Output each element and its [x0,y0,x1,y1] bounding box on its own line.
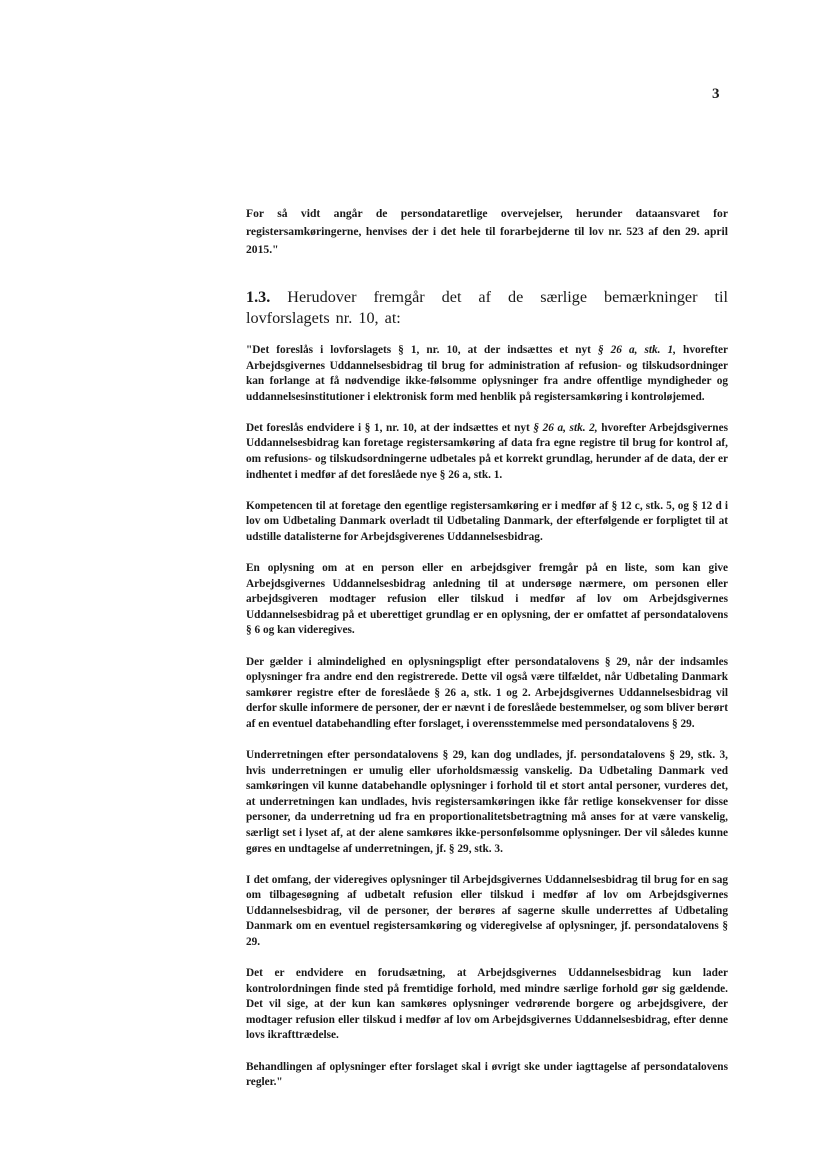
paragraph-1-text-b: hvorefter Arbejdsgivernes Uddannelsesbidrag til brug for administration af refusion- og tilskudsordninger kan forlange at få nødvendige ikke-følsomme oplysninger fra andre offentlige myndigheder og uddannelsesinstitutioner i elektronisk form med henblik på registersamkøring i kontroløjemed. [246,344,729,403]
paragraph-7: I det omfang, der videregives oplysninger til Arbejdsgivernes Uddannelsesbidrag til brug for en sag om tilbagesøgning af udbetalt refusion eller tilskud i medfør af lov om Arbejdsgivernes Uddannelsesbidrag, vil de personer, der berøres af sagerne skulle underrettes af Udbetaling Danmark om en eventuel registersamkøring og videregivelse af oplysninger, jf. persondatalovens § 29. [246,873,728,948]
paragraph-8: Det er endvidere en forudsætning, at Arbejdsgivernes Uddannelsesbidrag kun lader kontrolordningen finde sted på fremtidige forhold, med mindre særlige forhold gør sig gældende. Det vil sige, at der kun kan samkøres oplysninger vedrørende borgere og arbejdsgivere, der modtager refusion eller tilskud i medfør af lov om Arbejdsgivernes Uddannelsesbidrag, efter denne lovs ikrafttrædelse. [246,967,728,1042]
quote-block [246,343,728,1091]
paragraph-1-reference: § 26 a, stk. 1, [597,344,677,356]
paragraph-2-text-b: hvorefter Arbejdsgivernes Uddannelsesbidrag kan foretage registersamkøring af data fra egne registre til brug for kontrol af, om refusions- og tilskudsordningerne udbetales på et korrekt grundlag, herunder af de data, der er indhentet i medfør af det foreslåede nye § 26 a, stk. 1. [246,421,728,481]
paragraph-2 [246,421,728,483]
paragraph-6: Underretningen efter persondatalovens § 29, kan dog undlades, jf. persondatalovens § 29, stk. 3, hvis underretningen er umulig eller uforholdsmæssig vanskelig. Da Udbetaling Danmark ved samkøringen vil kunne databehandle oplysninger i forhold til et stort antal personer, vurderes det, at underretningen kan undlades, hvis registersamkøringen ikke får retlige konsekvenser for disse personer, da underretning ud fra en proportionalitetsbetragtning må anses for at være vanskelig, særligt set i lyset af, at der alene samkøres ikke-personfølsomme oplysninger. Der vil således kunne gøres en undtagelse af underretningen, jf. § 29, stk. 3. [246,748,728,855]
paragraph-9: Behandlingen af oplysninger efter forslaget skal i øvrigt ske under iagttagelse af persondatalovens regler." [246,1060,728,1089]
section-heading-text: Herudover fremgår det af de særlige bemærkninger til lovforslagets nr. 10, at: [246,288,728,327]
paragraph-4: En oplysning om at en person eller en arbejdsgiver fremgår på en liste, som kan give Arbejdsgivernes Uddannelsesbidrag anledning til at undersøge nærmere, om personen eller arbejdsgiveren modtager refusion eller tilskud i medfør af lov om Arbejdsgivernes Uddannelsesbidrag på et uberettiget grundlag er en oplysning, der er omfattet af persondatalovens § 6 og kan videregives. [246,562,728,637]
page-number: 3 [712,86,720,102]
paragraph-5: Der gælder i almindelighed en oplysningspligt efter persondatalovens § 29, når der indsamles oplysninger fra andre end den registrerede. Dette vil også være tilfældet, når Udbetaling Danmark samkører registre efter de foreslåede § 26 a, stk. 1 og 2. Arbejdsgivernes Uddannelsesbidrag vil derfor skulle informere de personer, der er nævnt i de foreslåede bestemmelser, og som bliver berørt af en eventuel databehandling efter forslaget, i overensstemmelse med persondatalovens § 29. [246,655,728,730]
paragraph-2-text-a: Det foreslås endvidere i § 1, nr. 10, at der indsættes et nyt [246,421,534,434]
paragraph-2-reference: § 26 a, stk. 2, [533,421,598,434]
document-body [246,205,728,1106]
paragraph-1-text-a: "Det foreslås i lovforslagets § 1, nr. 10, at der indsættes et nyt [246,344,598,356]
paragraph-3: Kompetencen til at foretage den egentlige registersamkøring er i medfør af § 12 c, stk. 5, og § 12 d i lov om Udbetaling Danmark overladt til Udbetaling Danmark, der efterfølgende er forpligtet til at udstille datalisterne for Arbejdsgiverenes Uddannelsesbidrag. [246,499,728,543]
intro-quote: For så vidt angår de persondataretlige overvejelser, herunder dataansvaret for registersamkøringerne, henvises der i det hele til forarbejderne til lov nr. 523 af den 29. april 2015." [246,207,728,256]
section-number: 1.3. [246,288,271,306]
paragraph-1 [246,343,728,405]
section-heading [246,287,728,329]
